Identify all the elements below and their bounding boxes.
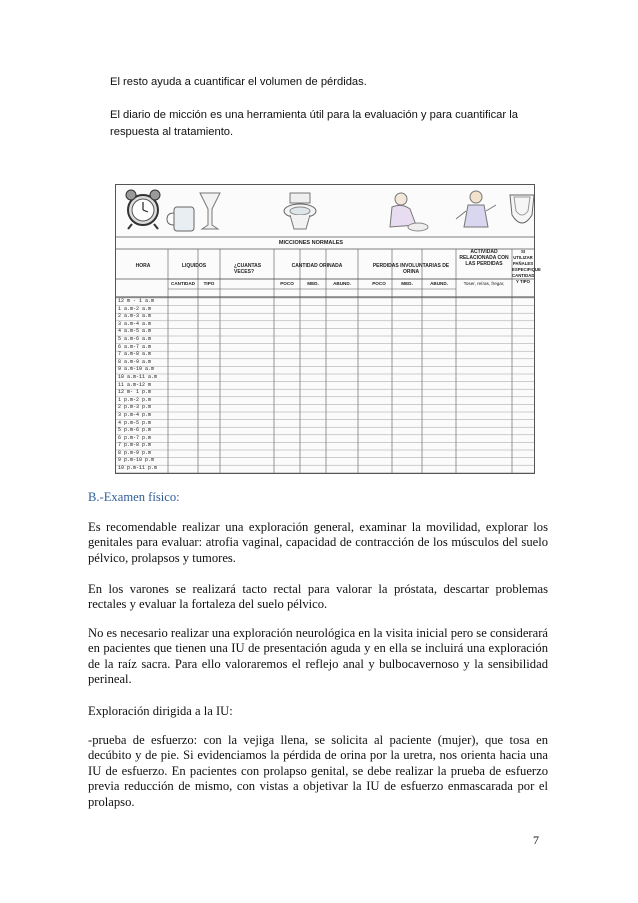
hour-row-label: 10 p.m-11 p.m [118, 465, 158, 472]
section-heading: B.-Examen físico: [88, 490, 180, 504]
header-cantidad-orinada: CANTIDAD ORINADA [291, 263, 343, 269]
voiding-diary-form [115, 184, 541, 474]
hour-row-label: 8 p.m-9 p.m [118, 449, 152, 456]
activity-person-icon [456, 191, 496, 227]
diary-grid [116, 185, 541, 473]
intro-line-1: El resto ayuda a cuantificar el volumen de pérdidas. [110, 76, 367, 88]
sub-abund-2: ABUND. [430, 281, 448, 286]
glasses-icon [167, 193, 220, 231]
hour-row-label: 7 a.m-8 a.m [118, 351, 152, 358]
hour-row-label: 5 a.m-6 a.m [118, 335, 152, 342]
hour-list [118, 298, 173, 473]
hour-row-label: 4 p.m-5 p.m [118, 419, 152, 426]
hour-row-label: 4 a.m-5 a.m [118, 328, 152, 335]
sub-tipo: TIPO [203, 281, 215, 286]
alarm-clock-icon [126, 190, 160, 229]
hour-row-label: 9 a.m-10 a.m [118, 366, 155, 373]
leak-illustration-icon [390, 193, 428, 231]
paragraph-5: -prueba de esfuerzo: con la vejiga llena, se solicita al paciente (mujer), que tosa en decúbito y de pie. Si evidenciamos la pérdida de orina por la uretra, nos orienta hacia una IU de esfuerzo. En pacientes con prolapso genital, se debe realizar la prueba de esfuerzo previa reducción de mismo, con vistas a objetivar la IU de esfuerzo enmascarada por el prolapso. [88, 733, 548, 809]
hour-row-label: 2 a.m-3 a.m [118, 313, 152, 320]
hour-row-label: 5 p.m-6 p.m [118, 427, 152, 434]
sub-poco-2: POCO [372, 281, 386, 286]
sub-cantidad: CANTIDAD [171, 281, 195, 286]
sub-med-1: MED. [307, 281, 319, 286]
header-actividad: ACTIVIDAD RELACIONADA CON LAS PERDIDAS [459, 249, 509, 267]
sub-toser: Toser, reíras, fregar, [463, 281, 505, 286]
intro-line-2: El diario de micción es una herramienta útil para la evaluación y para cuantificar la respuesta al tratamiento. [110, 109, 518, 138]
header-panales: SI UTILIZAR PAÑALES ESPECIFIQUE CANTIDAD Y TIPO [512, 249, 541, 284]
paragraph-2: En los varones se realizará tacto rectal para valorar la próstata, descartar problemas rectales y evaluar la fortaleza del suelo pélvico. [88, 582, 548, 612]
sub-med-2: MED. [401, 281, 413, 286]
hour-row-label: 8 a.m-9 a.m [118, 358, 152, 365]
hour-row-label: 6 a.m-7 a.m [118, 343, 152, 350]
diary-title: MICCIONES NORMALES [278, 240, 344, 246]
hour-row-label: 10 a.m-11 a.m [118, 373, 158, 380]
header-cuantas-veces: ¿CUANTAS VECES? [234, 263, 262, 275]
paragraph-4: Exploración dirigida a la IU: [88, 704, 233, 718]
page-number: 7 [533, 833, 539, 847]
hour-row-label: 7 p.m-8 p.m [118, 442, 152, 449]
hour-row-label: 1 a.m-2 a.m [118, 305, 152, 312]
hour-row-label: 1 p.m-2 p.m [118, 396, 152, 403]
hour-row-label: 3 a.m-4 a.m [118, 320, 152, 327]
diaper-icon [510, 195, 534, 223]
hour-row-label: 12 m- 1 p.m [118, 389, 152, 396]
sub-poco-1: POCO [280, 281, 294, 286]
sub-abund-1: ABUND. [333, 281, 351, 286]
hour-row-label: 6 p.m-7 p.m [118, 434, 152, 441]
hour-row-label: 2 p.m-3 p.m [118, 404, 152, 411]
hour-row-label: 9 p.m-10 p.m [118, 457, 155, 464]
toilet-icon [284, 193, 316, 229]
paragraph-3: No es necesario realizar una exploración neurológica en la visita inicial pero se considerará en pacientes que tienen una IU de presentación aguda y en ella se incluirá una exploración de la raíz sacra. Para ello valoraremos el reflejo anal y bulbocavernoso y la sensibilidad perineal. [88, 626, 548, 687]
header-hora: HORA [135, 263, 151, 269]
paragraph-1: Es recomendable realizar una exploración general, examinar la movilidad, explorar los genitales para evaluar: atrofia vaginal, capacidad de contracción de los músculos del suelo pélvico, prolapsos y tumores. [88, 520, 548, 565]
header-liquidos: LIQUIDOS [181, 263, 207, 269]
hour-row-label: 11 a.m-12 m [118, 381, 152, 388]
hour-row-label: 3 p.m-4 p.m [118, 411, 152, 418]
hour-row-label: 12 m - 1 a.m [118, 298, 155, 304]
header-perdidas: PERDIDAS INVOLUNTARIAS DE ORINA [372, 263, 450, 275]
